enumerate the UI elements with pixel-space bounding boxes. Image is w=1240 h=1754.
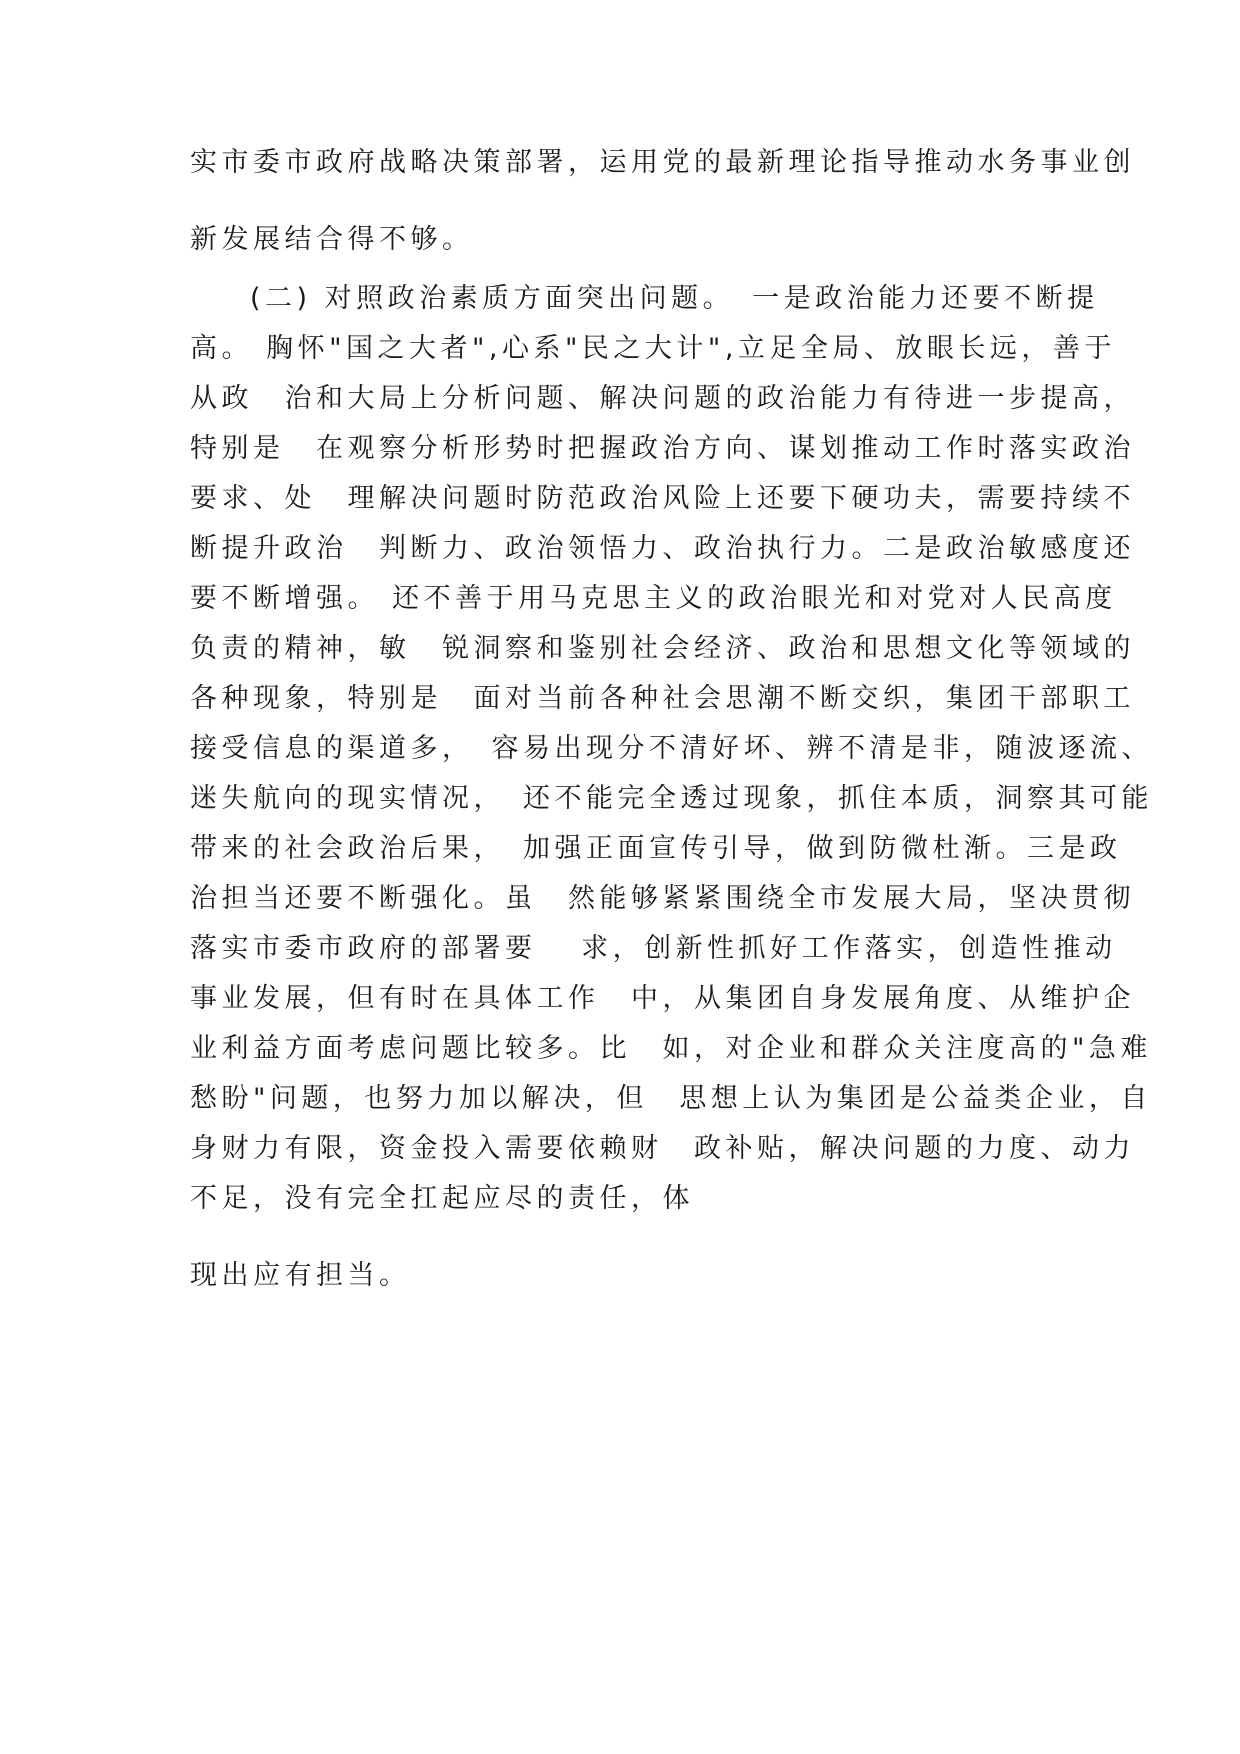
text-line-6: 特别是 在观察分析形势时把握政治方向、谋划推动工作时落实政治 (190, 433, 1135, 464)
text-line-8: 断提升政治 判断力、政治领悟力、政治执行力。二是政治敏感度还 (190, 533, 1135, 564)
text-line-9: 要不断增强。 还不善于用马克思主义的政治眼光和对党对人民高度 (190, 583, 1117, 614)
text-line-4: 高。 胸怀"国之大者",心系"民之大计",立足全局、放眼长远，善于 (190, 333, 1116, 364)
text-line-10: 负责的精神，敏 锐洞察和鉴别社会经济、政治和思想文化等领域的 (190, 633, 1135, 664)
text-line-5: 从政 治和大局上分析问题、解决问题的政治能力有待进一步提高， (190, 383, 1135, 414)
text-line-2: 新发展结合得不够。 (190, 224, 474, 255)
text-line-22: 现出应有担当。 (190, 1260, 411, 1291)
text-line-15: 治担当还要不断强化。虽 然能够紧紧围绕全市发展大局，坚决贯彻 (190, 883, 1135, 914)
text-line-19: 愁盼"问题，也努力加以解决，但 思想上认为集团是公益类企业，自 (190, 1083, 1152, 1114)
text-line-1: 实市委市政府战略决策部署，运用党的最新理论指导推动水务事业创 (190, 147, 1135, 178)
text-line-16: 落实市委市政府的部署要 求，创新性抓好工作落实，创造性推动 (190, 933, 1117, 964)
text-line-21: 不足，没有完全扛起应尽的责任，体 (190, 1183, 694, 1214)
text-line-20: 身财力有限，资金投入需要依赖财 政补贴，解决问题的力度、动力 (190, 1133, 1135, 1164)
section-heading-line: (二) 对照政治素质方面突出问题。 一是政治能力还要不断提 (250, 283, 1099, 314)
text-line-7: 要求、处 理解决问题时防范政治风险上还要下硬功夫，需要持续不 (190, 483, 1135, 514)
text-line-12: 接受信息的渠道多， 容易出现分不清好坏、辨不清是非，随波逐流、 (190, 733, 1153, 764)
text-line-11: 各种现象，特别是 面对当前各种社会思潮不断交织，集团干部职工 (190, 683, 1135, 714)
text-line-17: 事业发展，但有时在具体工作 中，从集团自身发展角度、从维护企 (190, 983, 1135, 1014)
text-line-18: 业利益方面考虑问题比较多。比 如，对企业和群众关注度高的"急难 (190, 1033, 1152, 1064)
text-line-13: 迷失航向的现实情况， 还不能完全透过现象，抓住本质，洞察其可能 (190, 783, 1153, 814)
text-line-14: 带来的社会政治后果， 加强正面宣传引导，做到防微杜渐。三是政 (190, 833, 1122, 864)
